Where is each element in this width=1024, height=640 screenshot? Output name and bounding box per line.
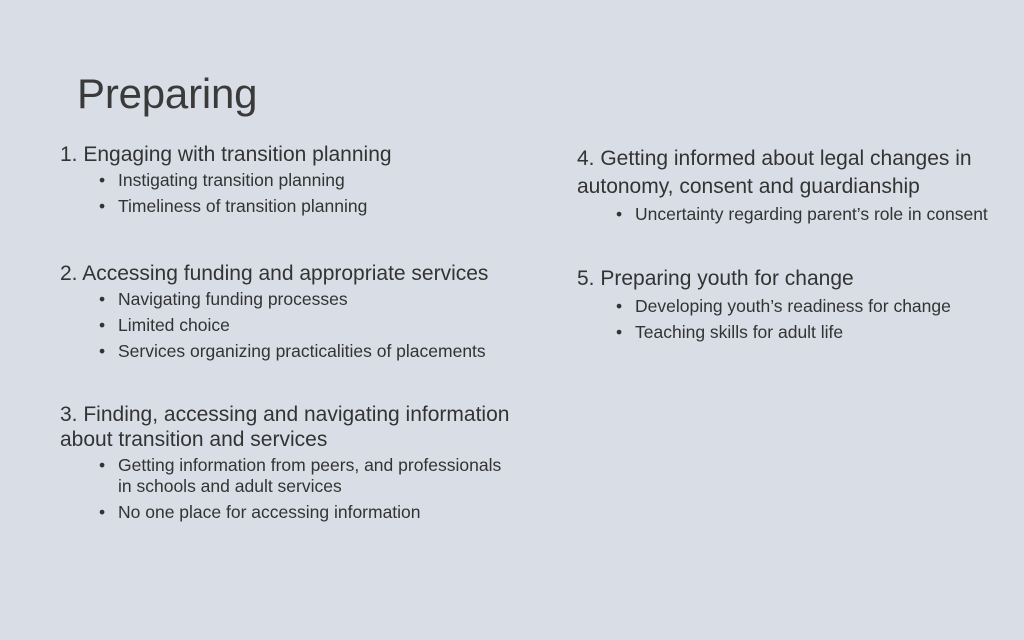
- section-2: [60, 261, 510, 362]
- section-heading: 5. Preparing youth for change: [577, 267, 854, 290]
- bullet-item: • Limited choice: [60, 315, 510, 336]
- left-column: [60, 142, 510, 528]
- bullet-item: • No one place for accessing information: [60, 502, 510, 523]
- bullet-list: [60, 455, 510, 523]
- bullet-list: [577, 296, 997, 343]
- bullet-list: [60, 289, 510, 362]
- bullet-item: • Uncertainty regarding parent’s role in consent: [577, 204, 997, 225]
- section-3: [60, 402, 510, 523]
- bullet-item: • Teaching skills for adult life: [577, 322, 997, 343]
- bullet-item: • Instigating transition planning: [60, 170, 510, 191]
- bullet-item: • Developing youth’s readiness for change: [577, 296, 997, 317]
- section-heading: 1. Engaging with transition planning: [60, 143, 392, 166]
- section-heading: 3. Finding, accessing and navigating information about transition and services: [60, 403, 510, 451]
- bullet-item: • Navigating funding processes: [60, 289, 510, 310]
- right-column: [577, 145, 997, 348]
- section-5: [577, 265, 997, 343]
- slide-title: Preparing: [77, 70, 258, 117]
- bullet-list: [60, 170, 510, 217]
- bullet-list: [577, 204, 997, 225]
- section-1: [60, 142, 510, 217]
- section-heading: 4. Getting informed about legal changes in autonomy, consent and guardianship: [577, 147, 972, 198]
- section-heading: 2. Accessing funding and appropriate services: [60, 262, 489, 285]
- section-4: [577, 145, 997, 225]
- bullet-item: • Services organizing practicalities of placements: [60, 341, 510, 362]
- bullet-item: • Getting information from peers, and professionals in schools and adult services: [60, 455, 510, 497]
- bullet-item: • Timeliness of transition planning: [60, 196, 510, 217]
